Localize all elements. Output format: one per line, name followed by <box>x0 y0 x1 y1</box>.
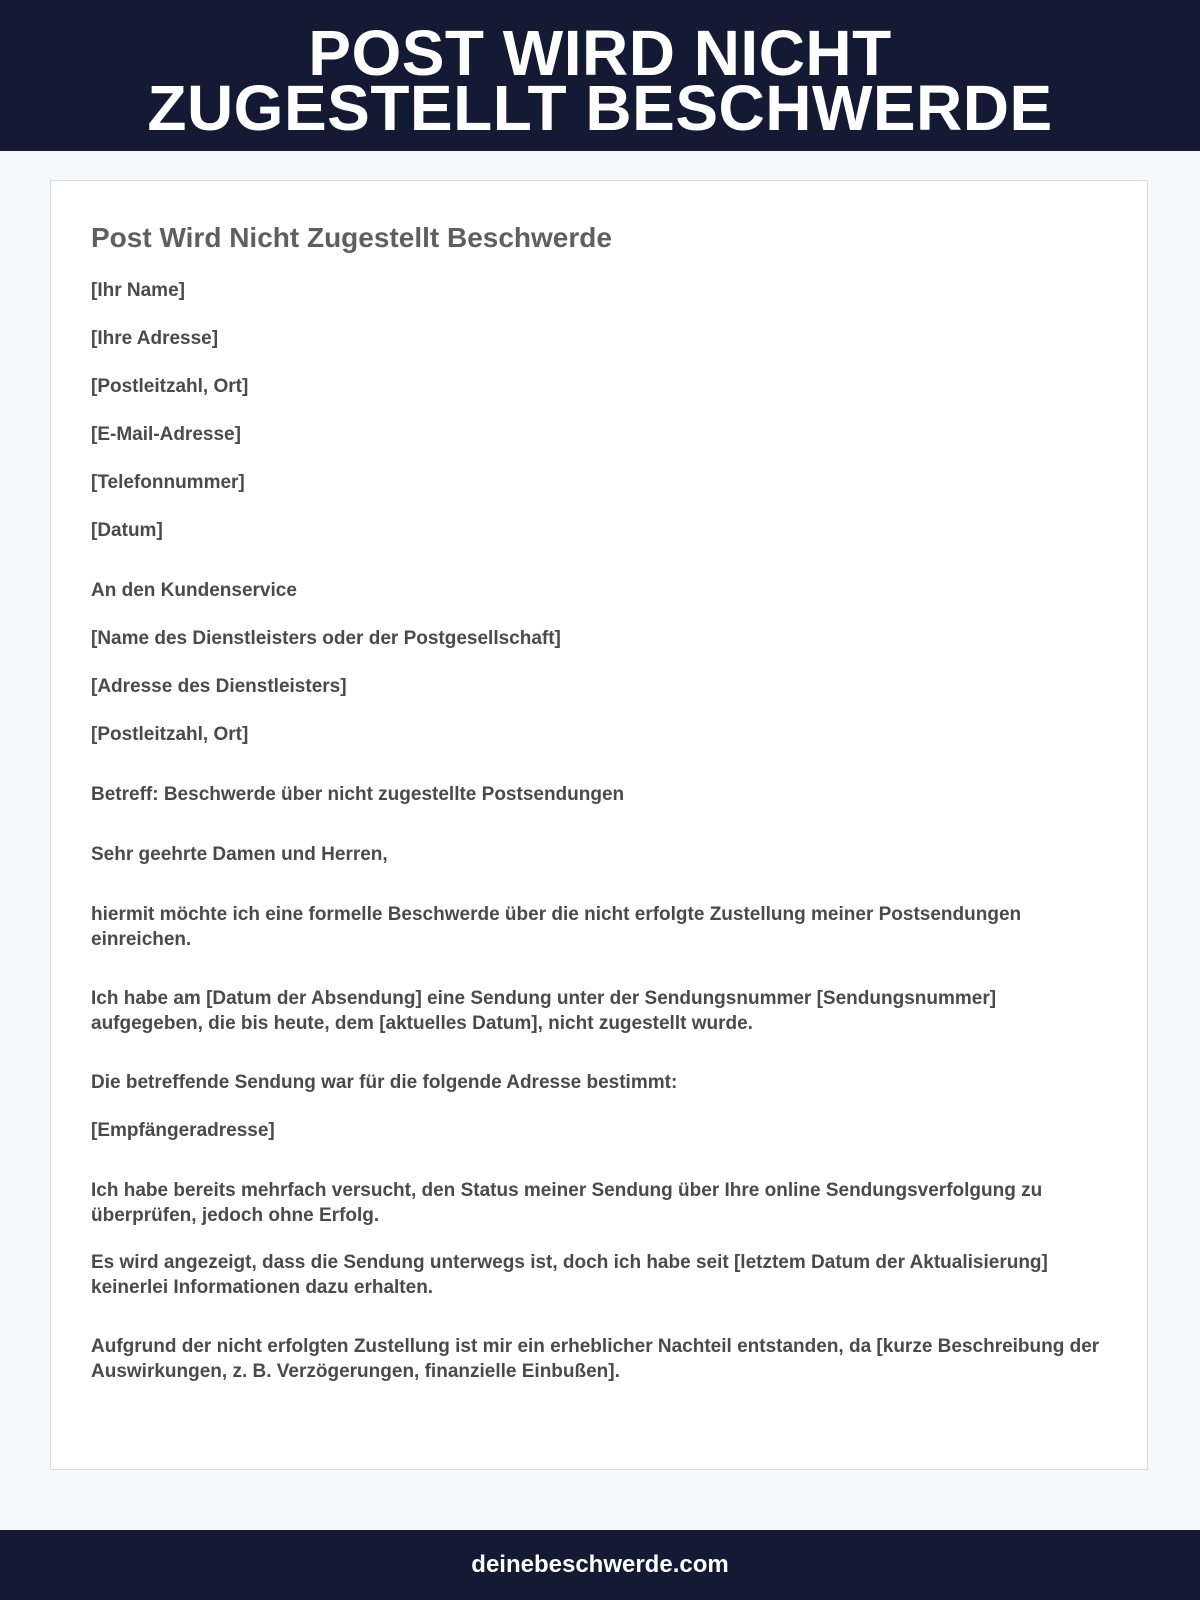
page-header <box>0 0 1200 151</box>
sender-email: [E-Mail-Adresse] <box>91 424 241 445</box>
recipient-company: [Name des Dienstleisters oder der Postgesellschaft] <box>91 628 561 649</box>
page-title-line-1: POST WIRD NICHT <box>308 17 892 89</box>
letter-subject: Betreff: Beschwerde über nicht zugestellte Postsendungen <box>91 784 625 805</box>
recipient-address: [Adresse des Dienstleisters] <box>91 676 347 697</box>
sender-postal-city: [Postleitzahl, Ort] <box>91 376 249 397</box>
letter-date: [Datum] <box>91 520 163 541</box>
page-title-line-2: ZUGESTELLT BESCHWERDE <box>147 72 1053 144</box>
recipient-address-placeholder: [Empfängeradresse] <box>91 1120 275 1141</box>
page-footer <box>0 1530 1200 1600</box>
letter-paragraph: Die betreffende Sendung war für die folgende Adresse bestimmt: <box>91 1072 678 1093</box>
recipient-attention: An den Kundenservice <box>91 580 297 601</box>
letter-paragraph: Ich habe am [Datum der Absendung] eine Sendung unter der Sendungsnummer [Sendungsnummer] aufgegeben, die bis heute, dem [aktuelles Datum], nicht zugestellt wurde. <box>91 988 997 1034</box>
letter-salutation: Sehr geehrte Damen und Herren, <box>91 844 388 865</box>
sender-phone: [Telefonnummer] <box>91 472 245 493</box>
letter-paragraph: hiermit möchte ich eine formelle Beschwerde über die nicht erfolgte Zustellung meiner Postsendungen einreichen. <box>91 904 1022 950</box>
sender-name: [Ihr Name] <box>91 280 185 301</box>
letter-paragraph: Ich habe bereits mehrfach versucht, den Status meiner Sendung über Ihre online Sendungsverfolgung zu überprüfen, jedoch ohne Erfolg. <box>91 1180 1043 1226</box>
letter-paragraph: Es wird angezeigt, dass die Sendung unterwegs ist, doch ich habe seit [letztem Datum der Aktualisierung] keinerlei Informationen dazu erhalten. <box>91 1252 1048 1298</box>
sender-address: [Ihre Adresse] <box>91 328 219 349</box>
recipient-postal-city: [Postleitzahl, Ort] <box>91 724 249 745</box>
letter-card <box>50 180 1148 1470</box>
page-title <box>0 0 1200 144</box>
letter-paragraph: Aufgrund der nicht erfolgten Zustellung ist mir ein erheblicher Nachteil entstanden, da [kurze Beschreibung der Auswirkungen, z. B. Verzögerungen, finanzielle Einbußen]. <box>91 1336 1100 1382</box>
footer-site-link[interactable]: deinebeschwerde.com <box>471 1551 729 1578</box>
letter-title: Post Wird Nicht Zugestellt Beschwerde <box>91 222 612 253</box>
